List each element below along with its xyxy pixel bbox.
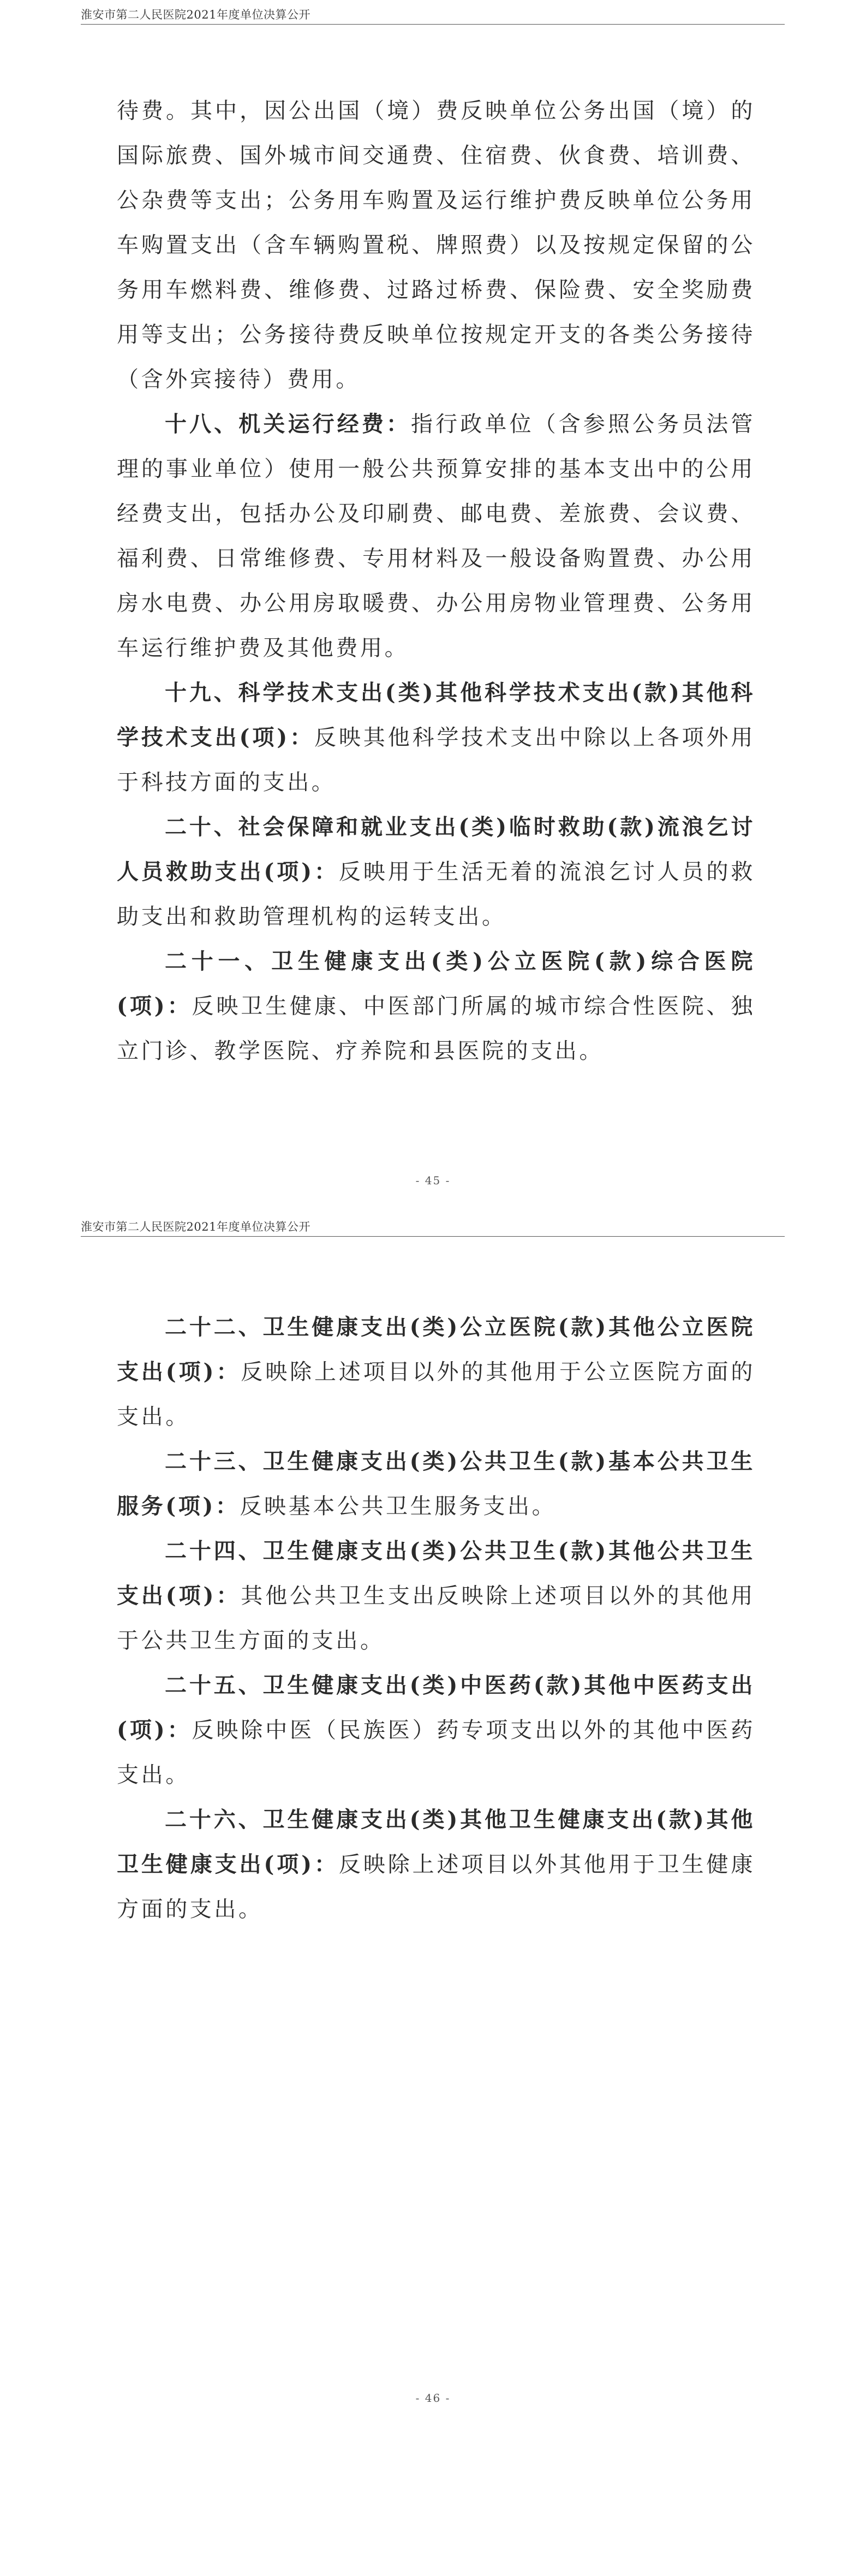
paragraph-lead: 二十一、卫生健康支出(类)公立医院(款)综合医院(项)： xyxy=(117,948,755,1019)
paragraph-text: 反映用于生活无着的流浪乞讨人员的救助支出和救助管理机构的运转支出。 xyxy=(117,859,755,929)
paragraph-item-26 xyxy=(117,1797,755,1932)
paragraph-continuation xyxy=(117,88,755,402)
paragraph-lead: 二十四、卫生健康支出(类)公共卫生(款)其他公共卫生支出(项)： xyxy=(117,1538,755,1608)
page-number: - 46 - xyxy=(415,2391,451,2405)
running-header: 淮安市第二人民医院2021年度单位决算公开 xyxy=(81,1218,785,1237)
running-header: 淮安市第二人民医院2021年度单位决算公开 xyxy=(81,5,785,25)
paragraph-lead: 二十二、卫生健康支出(类)公立医院(款)其他公立医院支出(项)： xyxy=(117,1314,755,1385)
paragraph-item-19 xyxy=(117,670,755,805)
paragraph-item-23 xyxy=(117,1439,755,1529)
paragraph-lead: 十八、机关运行经费： xyxy=(165,411,411,437)
paragraph-text: 反映除上述项目以外其他用于卫生健康方面的支出。 xyxy=(117,1852,755,1922)
paragraph-text: 其他公共卫生支出反映除上述项目以外的其他用于公共卫生方面的支出。 xyxy=(117,1583,756,1653)
paragraph-text: 反映基本公共卫生服务支出。 xyxy=(240,1494,557,1519)
page-number: - 45 - xyxy=(415,1174,451,1187)
paragraph-text: 指行政单位（含参照公务员法管理的事业单位）使用一般公共预算安排的基本支出中的公用经费支出，包括办公及印刷费、邮电费、差旅费、会议费、福利费、日常维修费、专用材料及一般设备购置费、办公用房水电费、办公用房取暖费、办公用房物业管理费、公务用车运行维护费及其他费用。 xyxy=(117,412,755,661)
document-page-46 xyxy=(0,1218,866,2576)
paragraph-text: 待费。其中，因公出国（境）费反映单位公务出国（境）的国际旅费、国外城市间交通费、住宿费、伙食费、培训费、公杂费等支出；公务用车购置及运行维护费反映单位公务用车购置支出（含车辆购置税、牌照费）以及按规定保留的公务用车燃料费、维修费、过路过桥费、保险费、安全奖励费用等支出；公务接待费反映单位按规定开支的各类公务接待（含外宾接待）费用。 xyxy=(117,98,755,392)
paragraph-item-21 xyxy=(117,939,755,1073)
paragraph-text: 反映卫生健康、中医部门所属的城市综合性医院、独立门诊、教学医院、疗养院和县医院的支出。 xyxy=(117,994,755,1064)
paragraph-item-18 xyxy=(117,402,755,670)
page-body xyxy=(117,1305,755,1932)
paragraph-item-25 xyxy=(117,1663,755,1797)
paragraph-text: 反映除中医（民族医）药专项支出以外的其他中医药支出。 xyxy=(117,1718,755,1788)
page-body xyxy=(117,88,755,1073)
paragraph-item-20 xyxy=(117,805,755,939)
paragraph-lead: 二十五、卫生健康支出(类)中医药(款)其他中医药支出(项)： xyxy=(117,1672,755,1743)
paragraph-lead: 二十三、卫生健康支出(类)公共卫生(款)基本公共卫生服务(项)： xyxy=(117,1449,755,1519)
paragraph-lead: 二十六、卫生健康支出(类)其他卫生健康支出(款)其他卫生健康支出(项)： xyxy=(117,1807,755,1877)
paragraph-lead: 十九、科学技术支出(类)其他科学技术支出(款)其他科学技术支出(项)： xyxy=(117,680,755,750)
paragraph-text: 反映其他科学技术支出中除以上各项外用于科技方面的支出。 xyxy=(117,725,755,795)
paragraph-item-24 xyxy=(117,1529,755,1663)
paragraph-item-22 xyxy=(117,1305,755,1439)
paragraph-text: 反映除上述项目以外的其他用于公立医院方面的支出。 xyxy=(117,1360,756,1429)
paragraph-lead: 二十、社会保障和就业支出(类)临时救助(款)流浪乞讨人员救助支出(项)： xyxy=(117,814,755,885)
